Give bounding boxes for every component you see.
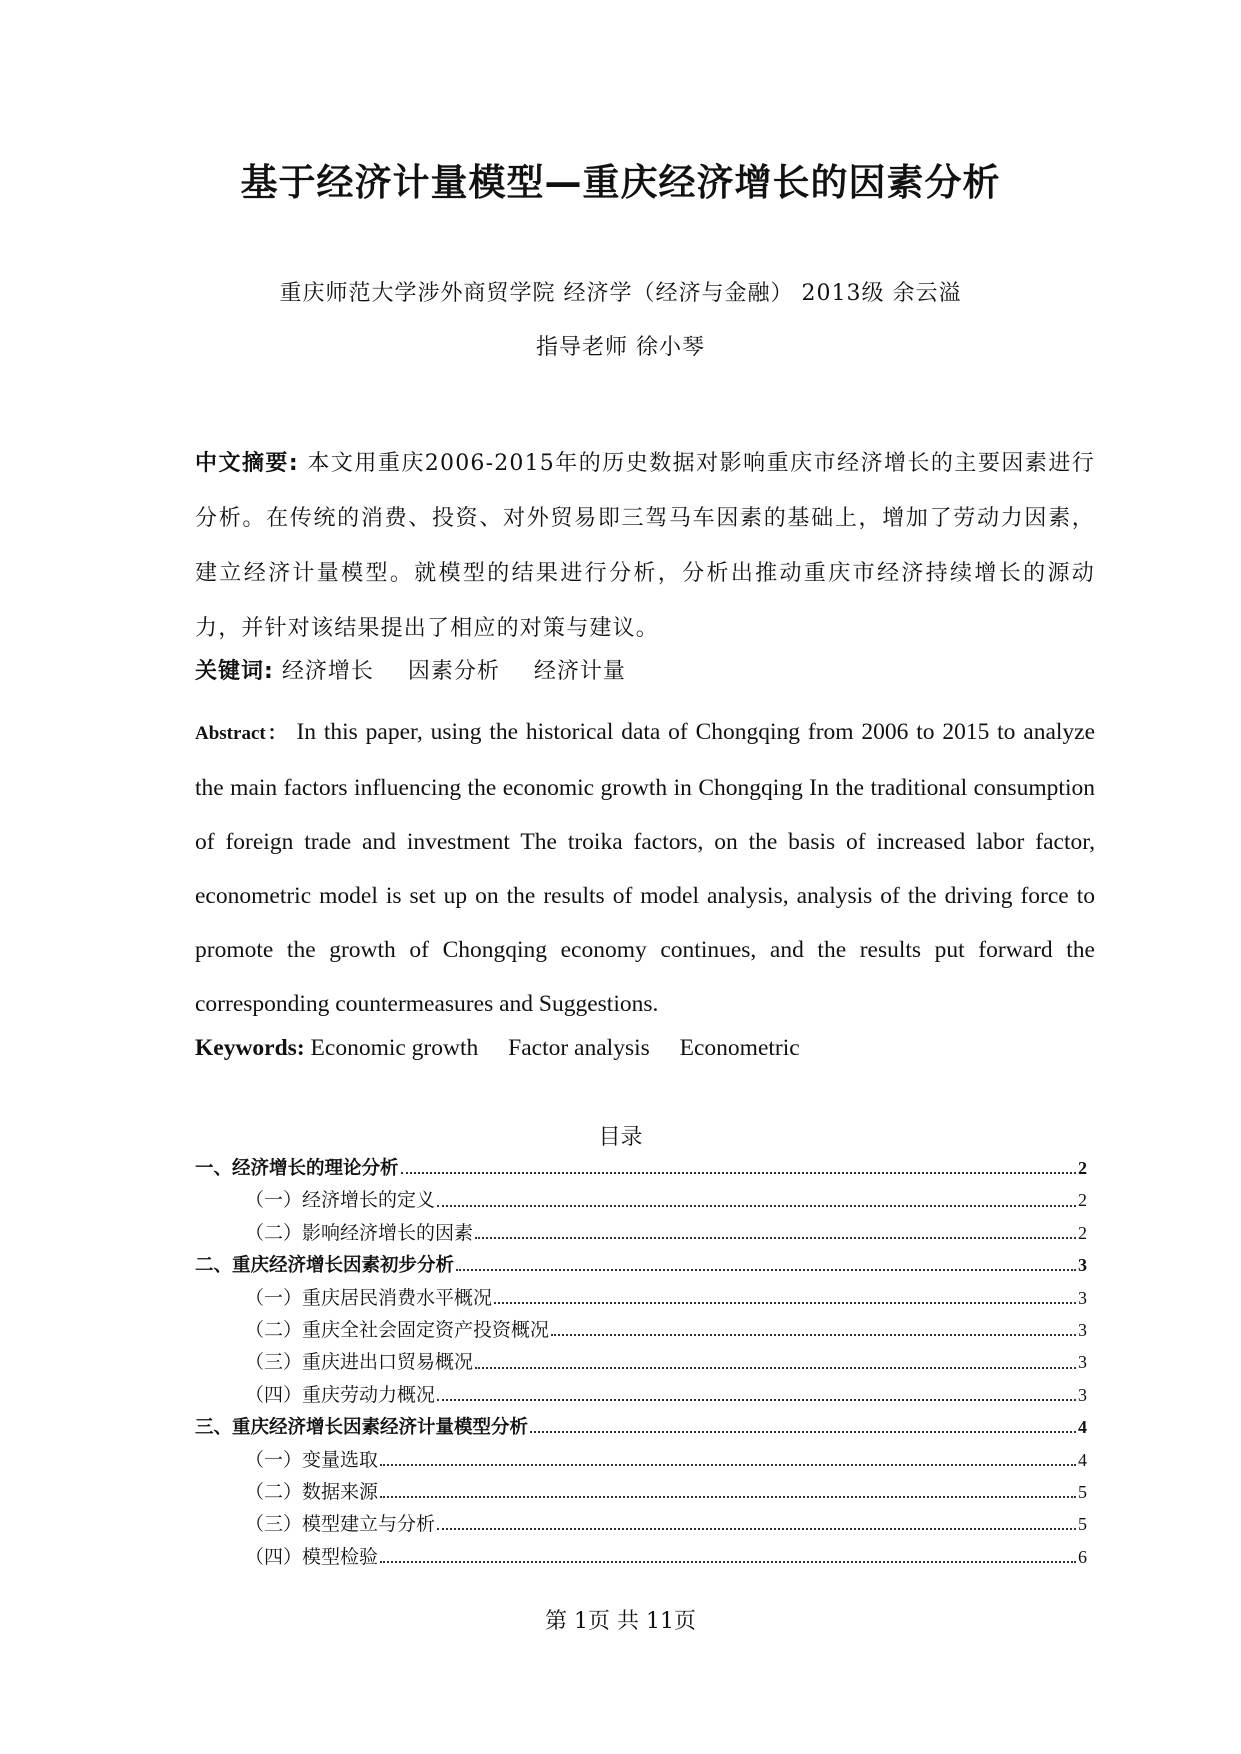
toc-leader-dots [437,1528,1076,1530]
toc-leader-dots [437,1205,1076,1207]
toc-leader-dots [380,1496,1076,1498]
toc-leader-dots [401,1172,1076,1174]
advisor-line: 指导老师 徐小琴 [536,335,705,360]
toc-entry[interactable] [195,1282,1087,1314]
toc-entry-text: （二）影响经济增长的因素 [245,1221,474,1244]
toc-entry-text: （四）模型检验 [245,1545,379,1568]
toc-leader-dots [551,1334,1076,1336]
paper-title: 基于经济计量模型—重庆经济增长的因素分析 [240,161,1001,204]
toc-page-number: 4 [1078,1417,1087,1438]
toc-leader-dots [380,1561,1076,1563]
toc-page-number: 3 [1078,1384,1087,1405]
toc-entry[interactable] [195,1444,1087,1476]
chinese-keyword: 经济计量 [533,659,626,684]
chinese-keywords [195,652,1095,692]
toc-leader-dots [475,1237,1076,1239]
toc-entry[interactable] [195,1217,1087,1249]
toc-entry[interactable] [195,1476,1087,1508]
toc-leader-dots [456,1269,1076,1271]
toc-entry[interactable] [195,1508,1087,1540]
chinese-keyword: 因素分析 [407,659,500,684]
toc-entry-text: （一）经济增长的定义 [245,1189,436,1212]
toc-leader-dots [437,1399,1076,1401]
chinese-keyword: 经济增长 [281,659,374,684]
toc-title: 目录 [598,1125,643,1150]
chinese-abstract [195,436,1095,656]
english-abstract-label: Abstract： [195,723,289,744]
chinese-abstract-label: 中文摘要: [195,451,299,476]
toc-page-number: 5 [1078,1481,1087,1502]
toc-entry[interactable] [195,1346,1087,1378]
author-line: 重庆师范大学涉外商贸学院 经济学（经济与金融） 2013级 余云溢 [279,281,962,306]
toc-entry[interactable] [195,1541,1087,1573]
english-keywords [195,1028,1095,1068]
toc-leader-dots [475,1367,1076,1369]
toc-page-number: 3 [1078,1352,1087,1373]
english-abstract [195,705,1095,1031]
toc-entry-text: （四）重庆劳动力概况 [245,1383,436,1406]
toc-entry-text: （三）重庆进出口贸易概况 [245,1351,474,1374]
toc-entry[interactable] [195,1152,1087,1184]
toc-entry-text: （三）模型建立与分析 [245,1513,436,1536]
toc-page-number: 4 [1078,1449,1087,1470]
english-keyword: Factor analysis [508,1035,650,1061]
toc-entry-text: （一）变量选取 [245,1448,379,1471]
toc-page-number: 2 [1078,1190,1087,1211]
toc-entry-text: 三、重庆经济增长因素经济计量模型分析 [195,1417,529,1439]
toc-entry-text: 二、重庆经济增长因素初步分析 [195,1255,455,1277]
toc-page-number: 6 [1078,1546,1087,1567]
page-footer: 第 1页 共 11页 [545,1609,696,1634]
toc-page-number: 5 [1078,1514,1087,1535]
toc-entry[interactable] [195,1184,1087,1216]
toc-page-number: 2 [1078,1158,1087,1178]
toc-entry[interactable] [195,1314,1087,1346]
toc-entry[interactable] [195,1249,1087,1281]
toc-entry-text: （一）重庆居民消费水平概况 [245,1286,493,1309]
english-keyword: Economic growth [310,1035,479,1061]
english-keyword: Econometric [679,1035,800,1061]
toc-entry[interactable] [195,1379,1087,1411]
english-abstract-text: In this paper, using the historical data of Chongqing from 2006 to 2015 to analyze the main factors influencing the economic growth in Chongqing In the traditional consumption of foreign trade and investment The troika factors, on the basis of increased labor factor, econometric model is set up on the results of model analysis, analysis of the driving force to promote the growth of Chongqing economy continues, and the results put forward the corresponding countermeasures and Suggestions. [195,719,1096,1017]
toc-page-number: 2 [1078,1222,1087,1243]
toc-leader-dots [530,1431,1076,1433]
toc-entry-text: 一、经济增长的理论分析 [195,1158,399,1179]
toc-page-number: 3 [1078,1255,1087,1276]
chinese-keywords-label: 关键词: [195,659,274,684]
toc-leader-dots [494,1302,1076,1304]
english-keywords-label: Keywords: [195,1035,305,1061]
toc-entry-text: （二）重庆全社会固定资产投资概况 [245,1318,550,1341]
toc-page-number: 3 [1078,1287,1087,1308]
toc-leader-dots [380,1464,1076,1466]
toc-page-number: 3 [1078,1319,1087,1340]
toc-entry[interactable] [195,1411,1087,1443]
table-of-contents [195,1152,1087,1573]
toc-entry-text: （二）数据来源 [245,1480,379,1503]
chinese-abstract-text: 本文用重庆2006-2015年的历史数据对影响重庆市经济增长的主要因素进行分析。在传统的消费、投资、对外贸易即三驾马车因素的基础上，增加了劳动力因素，建立经济计量模型。就模型的结果进行分析，分析出推动重庆市经济持续增长的源动力，并针对该结果提出了相应的对策与建议。 [195,451,1096,641]
